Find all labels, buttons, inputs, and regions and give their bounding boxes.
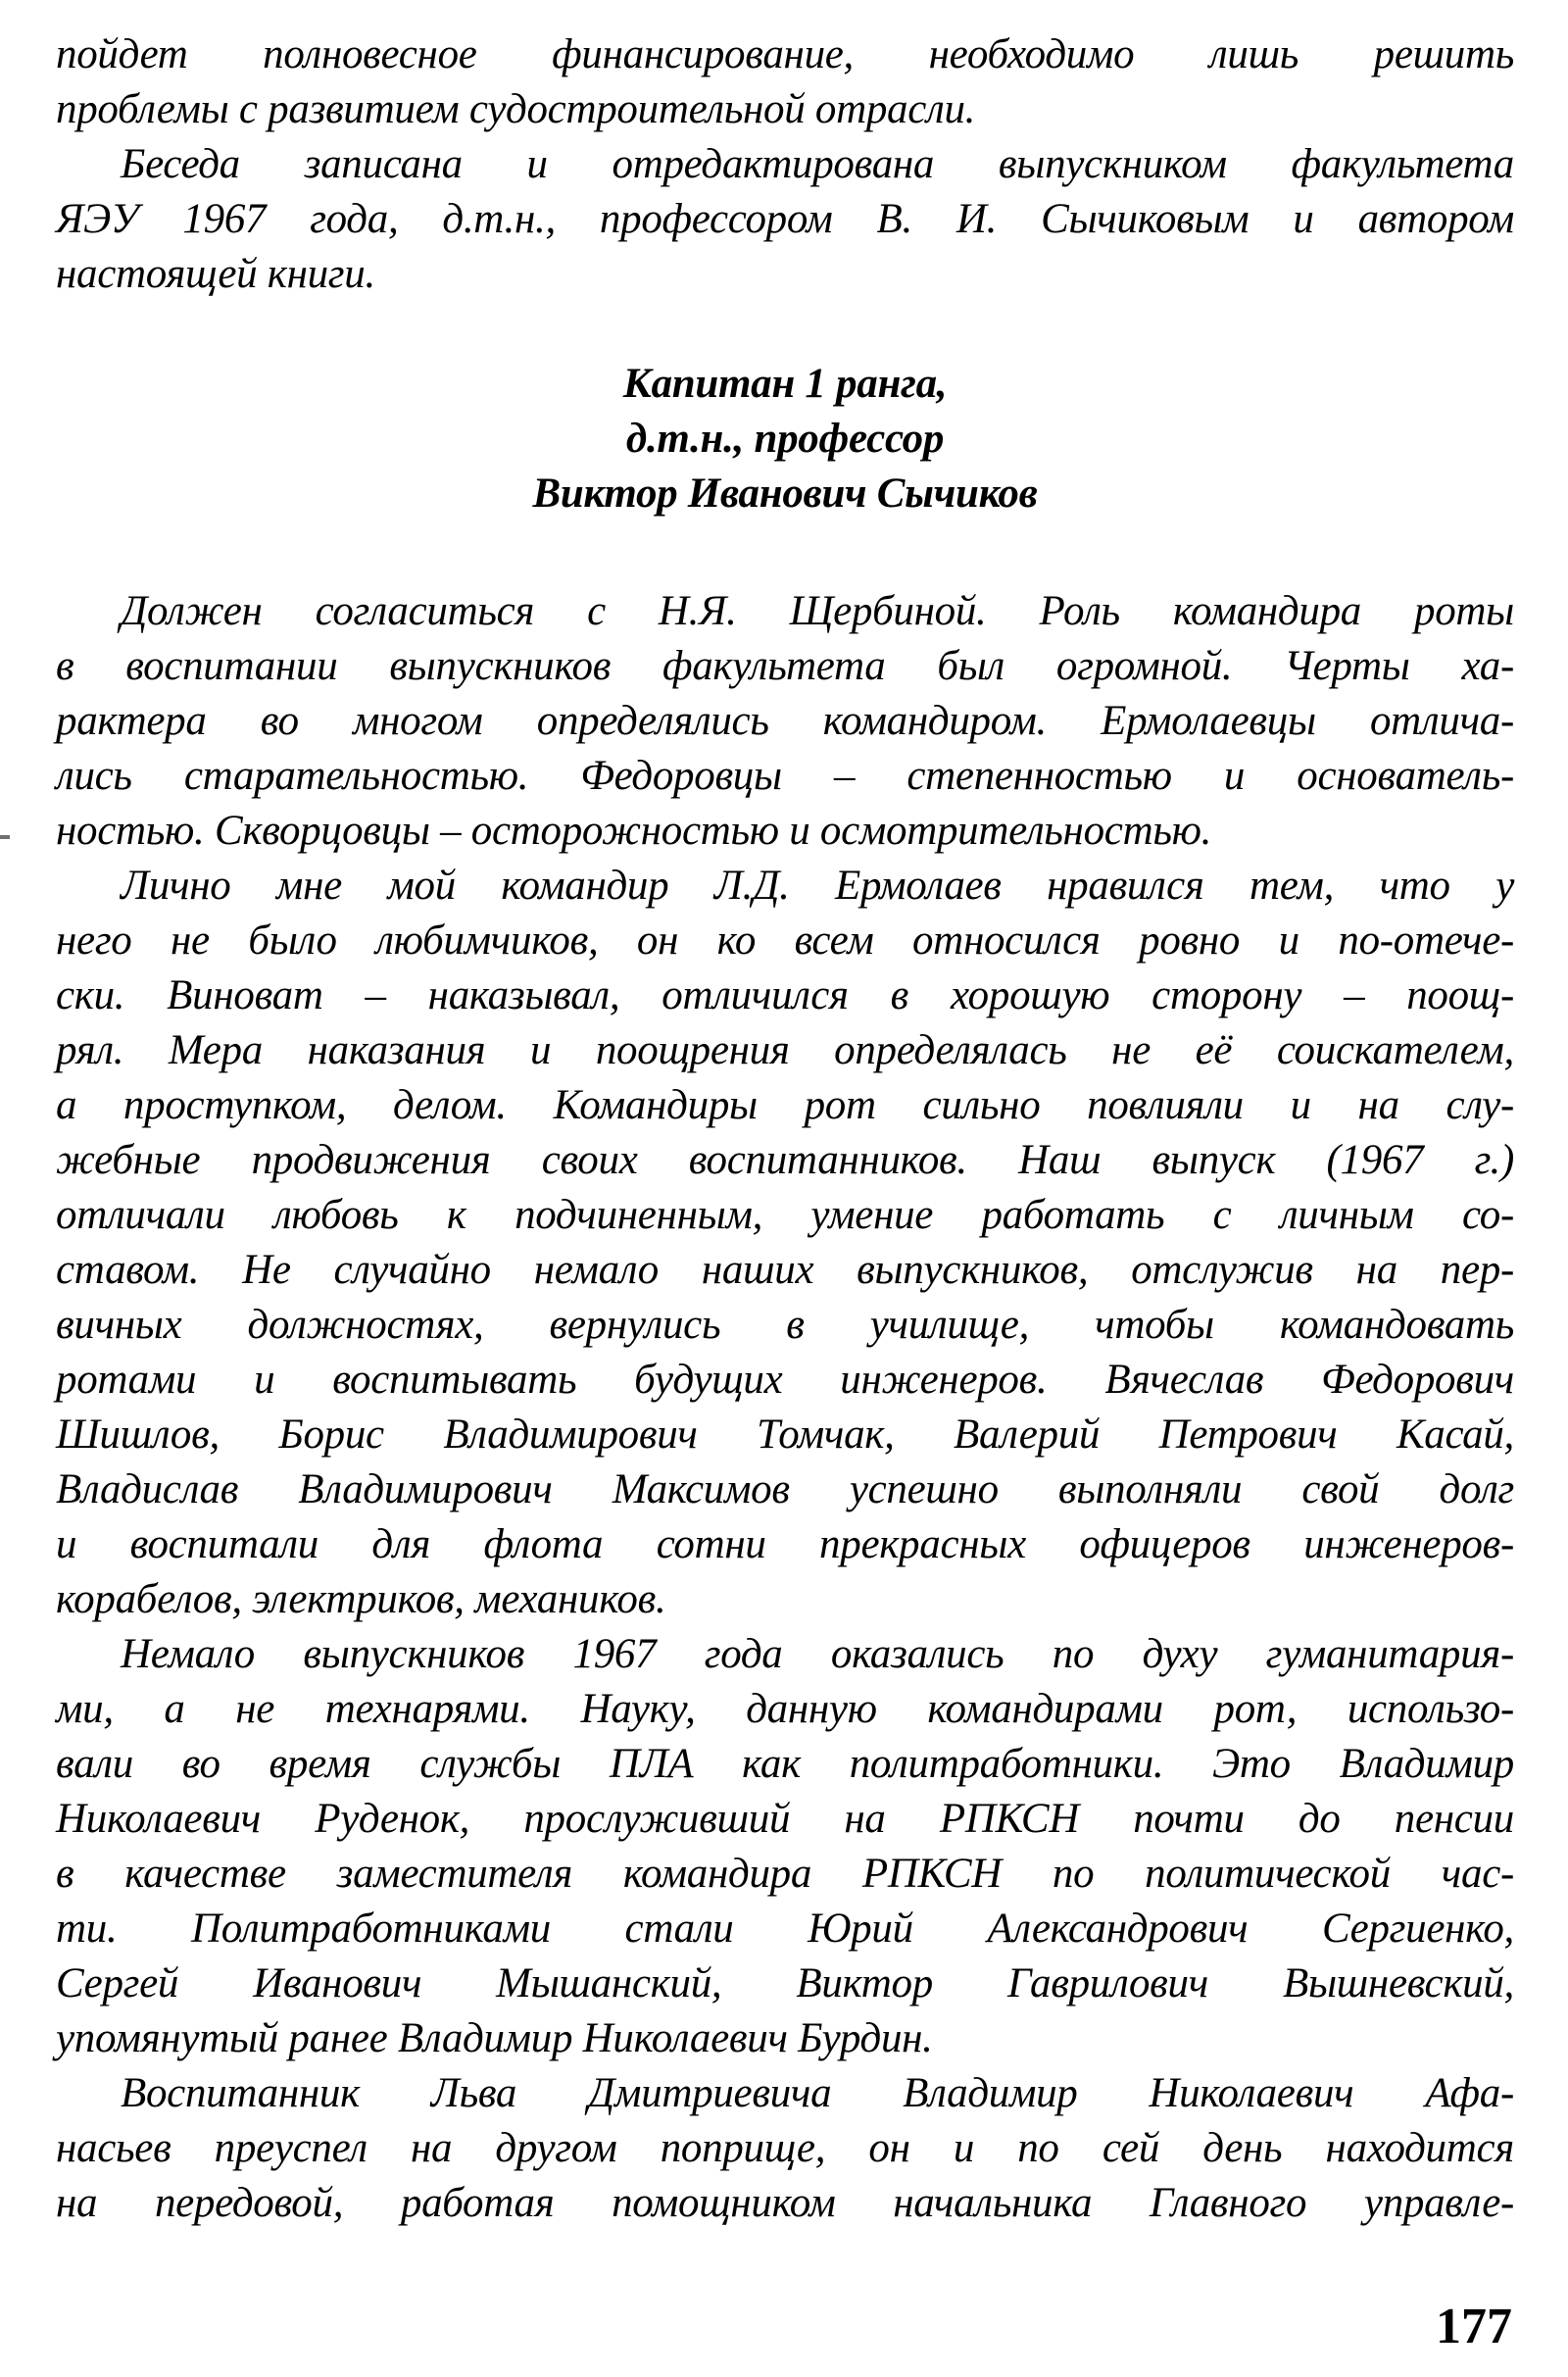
paragraph (56, 137, 1514, 302)
paragraph (56, 584, 1514, 859)
text-line: ми, а не технарями. Науку, данную командирами рот, использо- (56, 1686, 1514, 1732)
text-line: настоящей книги. (56, 251, 375, 297)
text-line: ностью. Скворцовцы – осторожностью и осмотрительностью. (56, 808, 1212, 854)
text-line: Должен согласиться с Н.Я. Щербиной. Роль командира роты (121, 588, 1514, 634)
paragraph (56, 2066, 1514, 2231)
text-line: него не было любимчиков, он ко всем относился ровно и по-отече- (56, 917, 1514, 964)
text-line: Воспитанник Льва Дмитриевича Владимир Николаевич Афа- (121, 2070, 1514, 2116)
heading-line: д.т.н., профессор (625, 416, 945, 462)
text-line: вали во время службы ПЛА как политработники. Это Владимир (56, 1741, 1514, 1787)
paragraph (56, 1627, 1514, 2066)
text-line: Немало выпускников 1967 года оказались по духу гуманитария- (121, 1631, 1514, 1677)
paragraph (56, 859, 1514, 1627)
text-line: Шишлов, Борис Владимирович Томчак, Валерий Петрович Касай, (56, 1411, 1514, 1458)
attribution-heading (56, 357, 1514, 521)
text-line: проблемы с развитием судостроительной отрасли. (56, 86, 976, 132)
text-line: Николаевич Руденок, прослуживший на РПКСН почти до пенсии (56, 1796, 1514, 1842)
text-line: в качестве заместителя командира РПКСН по политической час- (56, 1851, 1514, 1897)
text-line: ски. Виноват – наказывал, отличился в хорошую сторону – поощ- (56, 972, 1514, 1018)
page-number: 177 (1436, 2299, 1512, 2354)
text-line: ти. Политработниками стали Юрий Александрович Сергиенко, (56, 1906, 1514, 1952)
text-line: ставом. Не случайно немало наших выпускников, отслужив на пер- (56, 1247, 1514, 1293)
text-line: упомянутый ранее Владимир Николаевич Бурдин. (56, 2015, 933, 2061)
text-line: рял. Мера наказания и поощрения определялась не её соискателем, (56, 1027, 1514, 1073)
text-line: а проступком, делом. Командиры рот сильно повлияли и на слу- (56, 1082, 1514, 1128)
text-line: жебные продвижения своих воспитанников. Наш выпуск (1967 г.) (56, 1137, 1514, 1183)
text-line: ротами и воспитывать будущих инженеров. Вячеслав Федорович (56, 1357, 1514, 1403)
text-line: Сергей Иванович Мышанский, Виктор Гаврилович Вышневский, (56, 1960, 1514, 2006)
text-line: ЯЭУ 1967 года, д.т.н., профессором В. И. Сычиковым и автором (56, 196, 1514, 242)
text-line: в воспитании выпускников факультета был огромной. Черты ха- (56, 643, 1514, 689)
text-line: насьев преуспел на другом поприще, он и по сей день находится (56, 2125, 1514, 2171)
text-line: Владислав Владимирович Максимов успешно выполняли свой долг (56, 1466, 1514, 1512)
text-line: лись старательностью. Федоровцы – степенностью и основатель- (56, 753, 1514, 799)
text-line: рактера во многом определялись командиром. Ермолаевцы отлича- (56, 698, 1514, 744)
scan-artifact (0, 835, 10, 839)
heading-line: Виктор Иванович Сычиков (532, 470, 1038, 517)
text-line: и воспитали для флота сотни прекрасных офицеров инженеров- (56, 1521, 1514, 1567)
text-line: Лично мне мой командир Л.Д. Ермолаев нравился тем, что у (121, 863, 1514, 909)
text-line: на передовой, работая помощником начальника Главного управле- (56, 2180, 1514, 2226)
paragraph (56, 27, 1514, 137)
text-line: корабелов, электриков, механиков. (56, 1576, 666, 1622)
text-line: отличали любовь к подчиненным, умение работать с личным со- (56, 1192, 1514, 1238)
heading-line: Капитан 1 ранга, (622, 361, 948, 407)
text-line: вичных должностях, вернулись в училище, чтобы командовать (56, 1302, 1514, 1348)
text-line: Беседа записана и отредактирована выпускником факультета (121, 141, 1514, 187)
page-text (56, 27, 1514, 2231)
text-line: пойдет полновесное финансирование, необходимо лишь решить (56, 31, 1514, 77)
